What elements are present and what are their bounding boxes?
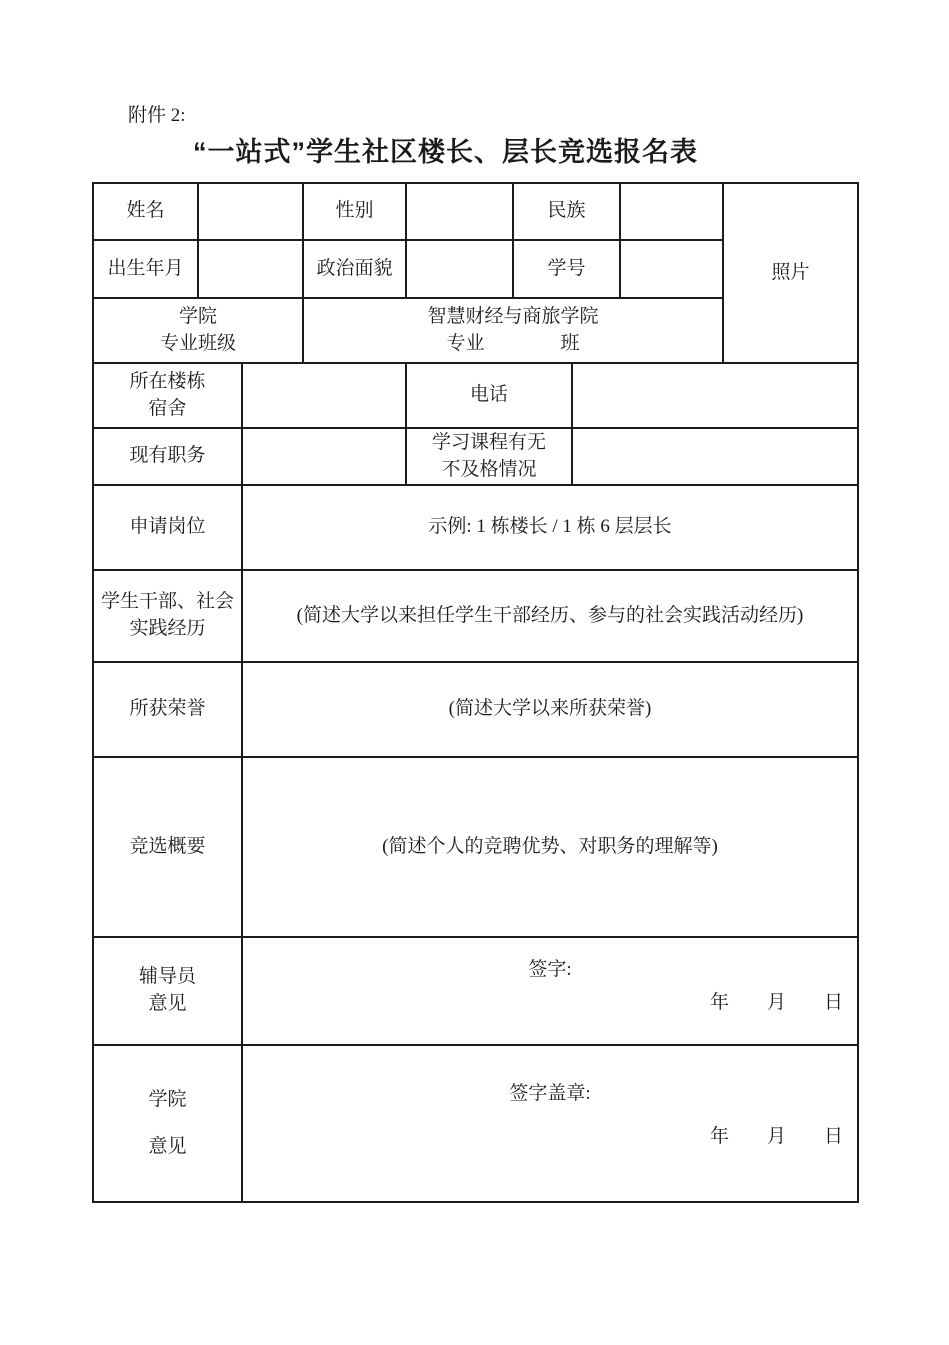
- counselor-signature-label: 签字:: [528, 959, 572, 981]
- photo-cell[interactable]: 照片: [723, 183, 858, 363]
- current-position-value-cell[interactable]: [242, 428, 406, 485]
- row-college-opinion: [93, 1045, 858, 1202]
- counselor-label-line2: 意见: [148, 993, 187, 1015]
- counselor-date-placeholder: 年 月 日: [710, 992, 844, 1014]
- student-id-value-cell[interactable]: [620, 240, 723, 298]
- counselor-opinion-cell[interactable]: [242, 937, 858, 1045]
- counselor-opinion-label: [93, 937, 242, 1045]
- birth-date-label: 出生年月: [93, 240, 198, 298]
- name-value-cell[interactable]: [198, 183, 303, 240]
- college-major-class-label: [93, 298, 303, 363]
- political-status-value-cell[interactable]: [406, 240, 513, 298]
- cadre-label-line1: 学生干部、社会: [100, 591, 234, 613]
- college-date-placeholder: 年 月 日: [710, 1125, 844, 1147]
- gender-label: 性别: [303, 183, 406, 240]
- ethnicity-label: 民族: [513, 183, 620, 240]
- row-dorm: [93, 363, 858, 428]
- honors-hint[interactable]: (简述大学以来所获荣誉): [242, 662, 858, 757]
- applied-position-example[interactable]: 示例: 1 栋楼长 / 1 栋 6 层层长: [242, 485, 858, 570]
- political-status-label: 政治面貌: [303, 240, 406, 298]
- college-opinion-line1: 学院: [148, 1088, 187, 1110]
- page-title: “一站式”学生社区楼长、层长竞选报名表: [193, 136, 698, 167]
- row-basic-1: [93, 183, 858, 240]
- college-opinion-label: [93, 1045, 242, 1202]
- current-position-label: 现有职务: [93, 428, 242, 485]
- college-value-line2: 专业 班: [446, 332, 580, 354]
- student-id-label: 学号: [513, 240, 620, 298]
- failed-courses-line1: 学习课程有无: [431, 431, 546, 453]
- counselor-label-line1: 辅导员: [138, 966, 196, 988]
- name-label: 姓名: [93, 183, 198, 240]
- phone-label: 电话: [406, 363, 572, 428]
- college-major-class-value[interactable]: [303, 298, 723, 363]
- row-position: [93, 428, 858, 485]
- birth-date-value-cell[interactable]: [198, 240, 303, 298]
- building-label-line1: 所在楼栋: [129, 370, 206, 392]
- gender-value-cell[interactable]: [406, 183, 513, 240]
- college-label-line1: 学院: [178, 305, 217, 327]
- cadre-label-line2: 实践经历: [129, 618, 206, 640]
- cadre-experience-label: [93, 570, 242, 662]
- college-value-line1: 智慧财经与商旅学院: [427, 305, 599, 327]
- attachment-label: 附件 2:: [128, 105, 186, 126]
- building-dorm-value-cell[interactable]: [242, 363, 406, 428]
- college-label-line2: 专业班级: [159, 332, 236, 354]
- row-cadre-experience: [93, 570, 858, 662]
- row-applied-position: [93, 485, 858, 570]
- honors-label: 所获荣誉: [93, 662, 242, 757]
- college-signature-seal-label: 签字盖章:: [509, 1082, 591, 1104]
- registration-table: [92, 182, 859, 1203]
- row-election-summary: [93, 757, 858, 937]
- election-summary-hint[interactable]: (简述个人的竞聘优势、对职务的理解等): [242, 757, 858, 937]
- ethnicity-value-cell[interactable]: [620, 183, 723, 240]
- failed-courses-label: [406, 428, 572, 485]
- building-dorm-label: [93, 363, 242, 428]
- applied-position-label: 申请岗位: [93, 485, 242, 570]
- college-opinion-line2: 意见: [148, 1135, 187, 1157]
- row-counselor-opinion: [93, 937, 858, 1045]
- row-honors: [93, 662, 858, 757]
- college-opinion-cell[interactable]: [242, 1045, 858, 1202]
- election-summary-label: 竞选概要: [93, 757, 242, 937]
- building-label-line2: 宿舍: [148, 397, 187, 419]
- failed-courses-line2: 不及格情况: [441, 458, 537, 480]
- phone-value-cell[interactable]: [572, 363, 858, 428]
- failed-courses-value-cell[interactable]: [572, 428, 858, 485]
- cadre-experience-hint[interactable]: (简述大学以来担任学生干部经历、参与的社会实践活动经历): [242, 570, 858, 662]
